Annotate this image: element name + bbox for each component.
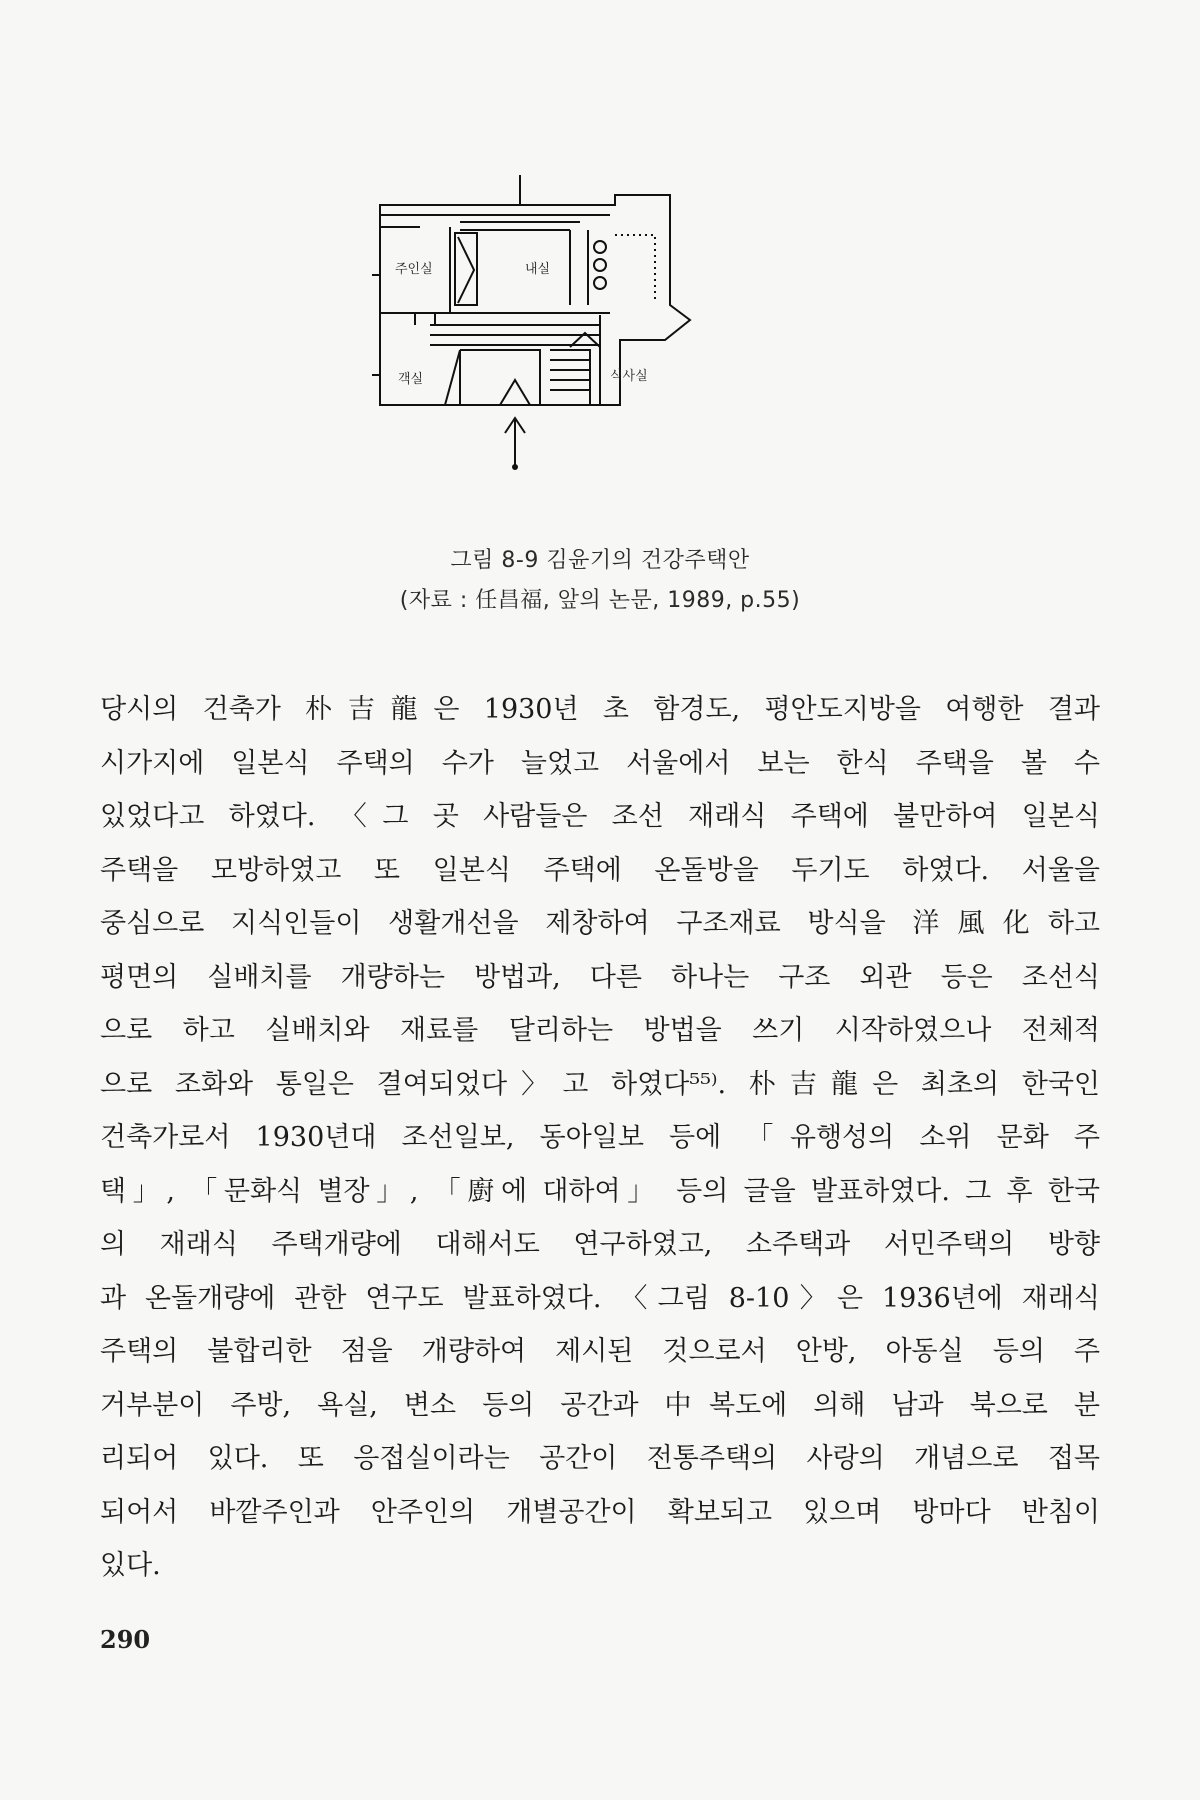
text-line: 있다.	[100, 1550, 161, 1581]
floor-plan-drawing	[360, 175, 760, 505]
room-label-dining: 식사실	[610, 369, 648, 384]
text-line: 시가지에 일본식 주택의 수가 늘었고 서울에서 보는 한식 주택을 볼 수	[100, 747, 1100, 779]
text-line: 있었다고 하였다. 〈그 곳 사람들은 조선 재래식 주택에 불만하여 일본식	[100, 801, 1100, 832]
figure-caption-source: (자료 : 任昌福, 앞의 논문, 1989, p.55)	[399, 588, 801, 613]
text-line: 으로 하고 실배치와 재료를 달리하는 방법을 쓰기 시작하였으나 전체적	[100, 1015, 1100, 1046]
text-line: 건축가로서 1930년대 조선일보, 동아일보 등에 「유행성의 소위 문화 주	[100, 1122, 1100, 1153]
text-line: 으로 조화와 통일은 결여되었다〉고 하였다⁵⁵⁾. 朴吉龍은 최초의 한국인	[100, 1068, 1100, 1100]
text-line: 택」, 「문화식 별장」, 「廚에 대하여」 등의 글을 발표하였다. 그 후 한국	[100, 1175, 1100, 1207]
text-line: 중심으로 지식인들이 생활개선을 제창하여 구조재료 방식을 洋風化하고	[100, 908, 1100, 939]
text-line: 의 재래식 주택개량에 대해서도 연구하였고, 소주택과 서민주택의 방향	[100, 1229, 1100, 1260]
text-line: 되어서 바깥주인과 안주인의 개별공간이 확보되고 있으며 방마다 반침이	[100, 1496, 1100, 1528]
text-line: 주택의 불합리한 점을 개량하여 제시된 것으로서 안방, 아동실 등의 주	[100, 1336, 1100, 1367]
room-label-guest: 객실	[398, 372, 424, 387]
page-number: 290	[100, 1625, 151, 1654]
room-label-inner: 내실	[525, 262, 551, 277]
text-line: 거부분이 주방, 욕실, 변소 등의 공간과 中복도에 의해 남과 북으로 분	[100, 1389, 1100, 1421]
text-line: 당시의 건축가 朴吉龍은 1930년 초 함경도, 평안도지방을 여행한 결과	[100, 694, 1100, 725]
room-label-master: 주인실	[395, 262, 433, 277]
body-paragraph	[100, 683, 1100, 1593]
figure-caption-title: 그림 8-9 김윤기의 건강주택안	[450, 548, 750, 573]
text-line: 과 온돌개량에 관한 연구도 발표하였다. 〈그림 8-10〉은 1936년에 재래식	[100, 1282, 1100, 1314]
floor-plan-figure	[360, 175, 760, 505]
text-line: 평면의 실배치를 개량하는 방법과, 다른 하나는 구조 외관 등은 조선식	[100, 961, 1100, 993]
text-line: 리되어 있다. 또 응접실이라는 공간이 전통주택의 사랑의 개념으로 접목	[100, 1443, 1100, 1474]
text-line: 주택을 모방하였고 또 일본식 주택에 온돌방을 두기도 하였다. 서울을	[100, 854, 1100, 886]
